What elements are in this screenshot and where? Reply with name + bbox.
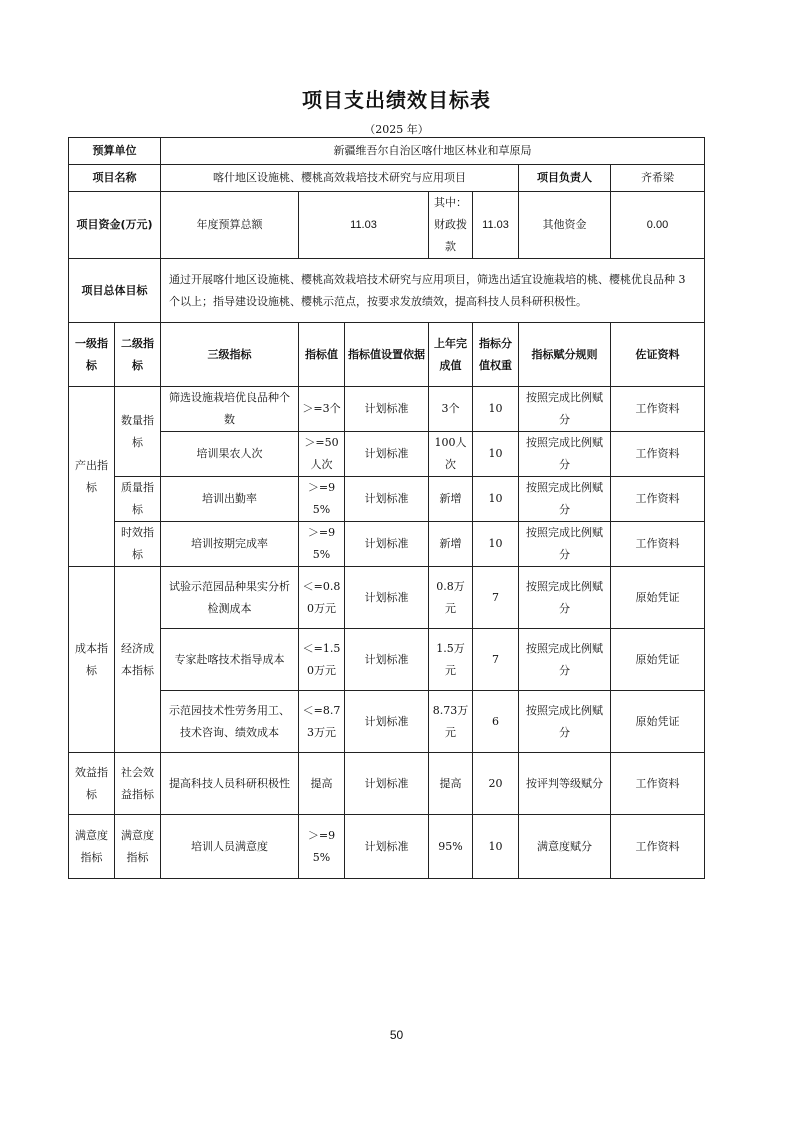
table-row (69, 753, 705, 815)
indicator-evidence: 工作资料 (611, 477, 705, 522)
indicator-basis: 计划标准 (345, 387, 429, 432)
indicator-last: 8.73万元 (429, 691, 473, 753)
indicator-basis: 计划标准 (345, 567, 429, 629)
indicator-evidence: 原始凭证 (611, 691, 705, 753)
indicator-rule: 按照完成比例赋分 (519, 567, 611, 629)
indicator-last: 新增 (429, 477, 473, 522)
indicator-name: 筛选设施栽培优良品种个数 (161, 387, 299, 432)
indicator-weight: 7 (473, 629, 519, 691)
page-title: 项目支出绩效目标表 (302, 88, 491, 112)
goal-label: 项目总体目标 (69, 259, 161, 323)
indicator-value: ＞=50人次 (299, 432, 345, 477)
table-row (69, 432, 705, 477)
header-basis: 指标值设置依据 (345, 323, 429, 387)
indicator-basis: 计划标准 (345, 522, 429, 567)
indicator-weight: 7 (473, 567, 519, 629)
indicator-value: ＜=1.50万元 (299, 629, 345, 691)
indicator-basis: 计划标准 (345, 477, 429, 522)
annual-budget-label: 年度预算总额 (161, 192, 299, 259)
table-row (69, 567, 705, 629)
year-label: （2025 年） (364, 123, 429, 136)
table-row (69, 691, 705, 753)
indicator-value: 提高 (299, 753, 345, 815)
table-row (69, 629, 705, 691)
indicator-value: ＜=0.80万元 (299, 567, 345, 629)
indicator-last: 新增 (429, 522, 473, 567)
indicator-last: 0.8万元 (429, 567, 473, 629)
goal-text: 通过开展喀什地区设施桃、樱桃高效栽培技术研究与应用项目，筛选出适宜设施栽培的桃、樱桃优良品种 3 个以上；指导建设设施桃、樱桃示范点，按要求发放绩效，提高科技人员科研积极性。 (161, 259, 705, 323)
indicator-value: ＞=95% (299, 815, 345, 879)
indicator-basis: 计划标准 (345, 629, 429, 691)
project-name-label: 项目名称 (69, 165, 161, 192)
indicator-rule: 按照完成比例赋分 (519, 629, 611, 691)
group-satisfaction-sub: 满意度指标 (115, 815, 161, 879)
fund-label: 项目资金(万元) (69, 192, 161, 259)
indicator-rule: 按照完成比例赋分 (519, 522, 611, 567)
indicator-name: 培训按期完成率 (161, 522, 299, 567)
indicator-basis: 计划标准 (345, 753, 429, 815)
indicator-name: 培训人员满意度 (161, 815, 299, 879)
header-last-year: 上年完成值 (429, 323, 473, 387)
indicator-value: ＞=95% (299, 477, 345, 522)
unit-value: 新疆维吾尔自治区喀什地区林业和草原局 (161, 138, 705, 165)
annual-budget-value: 11.03 (299, 192, 429, 259)
indicator-rule: 满意度赋分 (519, 815, 611, 879)
indicator-evidence: 工作资料 (611, 753, 705, 815)
indicator-evidence: 原始凭证 (611, 629, 705, 691)
indicator-weight: 10 (473, 387, 519, 432)
indicator-last: 提高 (429, 753, 473, 815)
page-number: 50 (389, 1028, 404, 1042)
group-economic-cost: 经济成本指标 (115, 567, 161, 753)
header-level2: 二级指标 (115, 323, 161, 387)
group-quality: 质量指标 (115, 477, 161, 522)
indicator-name: 试验示范园品种果实分析检测成本 (161, 567, 299, 629)
fiscal-value: 11.03 (473, 192, 519, 259)
group-timeliness: 时效指标 (115, 522, 161, 567)
indicator-evidence: 工作资料 (611, 815, 705, 879)
group-benefit: 效益指标 (69, 753, 115, 815)
group-satisfaction: 满意度指标 (69, 815, 115, 879)
indicator-rule: 按照完成比例赋分 (519, 477, 611, 522)
indicator-value: ＞=3个 (299, 387, 345, 432)
indicator-name: 培训出勤率 (161, 477, 299, 522)
indicator-weight: 6 (473, 691, 519, 753)
indicator-last: 100人次 (429, 432, 473, 477)
fiscal-label: 其中：财政拨款 (429, 192, 473, 259)
indicator-name: 示范园技术性劳务用工、技术咨询、绩效成本 (161, 691, 299, 753)
indicator-name: 专家赴喀技术指导成本 (161, 629, 299, 691)
indicator-name: 培训果农人次 (161, 432, 299, 477)
indicator-evidence: 工作资料 (611, 432, 705, 477)
indicator-evidence: 原始凭证 (611, 567, 705, 629)
header-evidence: 佐证资料 (611, 323, 705, 387)
other-value-pair: 其他资金 (519, 192, 611, 259)
indicator-value: ＜=8.73万元 (299, 691, 345, 753)
indicator-last: 3个 (429, 387, 473, 432)
indicator-weight: 10 (473, 477, 519, 522)
project-name-value: 喀什地区设施桃、樱桃高效栽培技术研究与应用项目 (161, 165, 519, 192)
indicator-last: 1.5万元 (429, 629, 473, 691)
indicator-basis: 计划标准 (345, 691, 429, 753)
group-social-benefit: 社会效益指标 (115, 753, 161, 815)
indicator-rule: 按照完成比例赋分 (519, 387, 611, 432)
indicator-rule: 按照完成比例赋分 (519, 691, 611, 753)
group-output: 产出指标 (69, 387, 115, 567)
indicator-basis: 计划标准 (345, 815, 429, 879)
table-row (69, 522, 705, 567)
indicator-evidence: 工作资料 (611, 387, 705, 432)
indicator-evidence: 工作资料 (611, 522, 705, 567)
table-row (69, 387, 705, 432)
header-level1: 一级指标 (69, 323, 115, 387)
unit-label: 预算单位 (69, 138, 161, 165)
indicator-basis: 计划标准 (345, 432, 429, 477)
header-value: 指标值 (299, 323, 345, 387)
indicator-value: ＞=95% (299, 522, 345, 567)
leader-value: 齐希梁 (611, 165, 705, 192)
table-row (69, 477, 705, 522)
indicator-weight: 10 (473, 432, 519, 477)
header-weight: 指标分值权重 (473, 323, 519, 387)
group-quantity: 数量指标 (115, 387, 161, 477)
indicator-rule: 按照完成比例赋分 (519, 432, 611, 477)
table-row (69, 815, 705, 879)
performance-table (68, 137, 705, 879)
header-level3: 三级指标 (161, 323, 299, 387)
leader-label: 项目负责人 (519, 165, 611, 192)
group-cost: 成本指标 (69, 567, 115, 753)
indicator-weight: 10 (473, 815, 519, 879)
indicator-weight: 20 (473, 753, 519, 815)
indicator-last: 95% (429, 815, 473, 879)
other-value: 0.00 (611, 192, 705, 259)
indicator-weight: 10 (473, 522, 519, 567)
indicator-rule: 按评判等级赋分 (519, 753, 611, 815)
indicator-name: 提高科技人员科研积极性 (161, 753, 299, 815)
header-rule: 指标赋分规则 (519, 323, 611, 387)
